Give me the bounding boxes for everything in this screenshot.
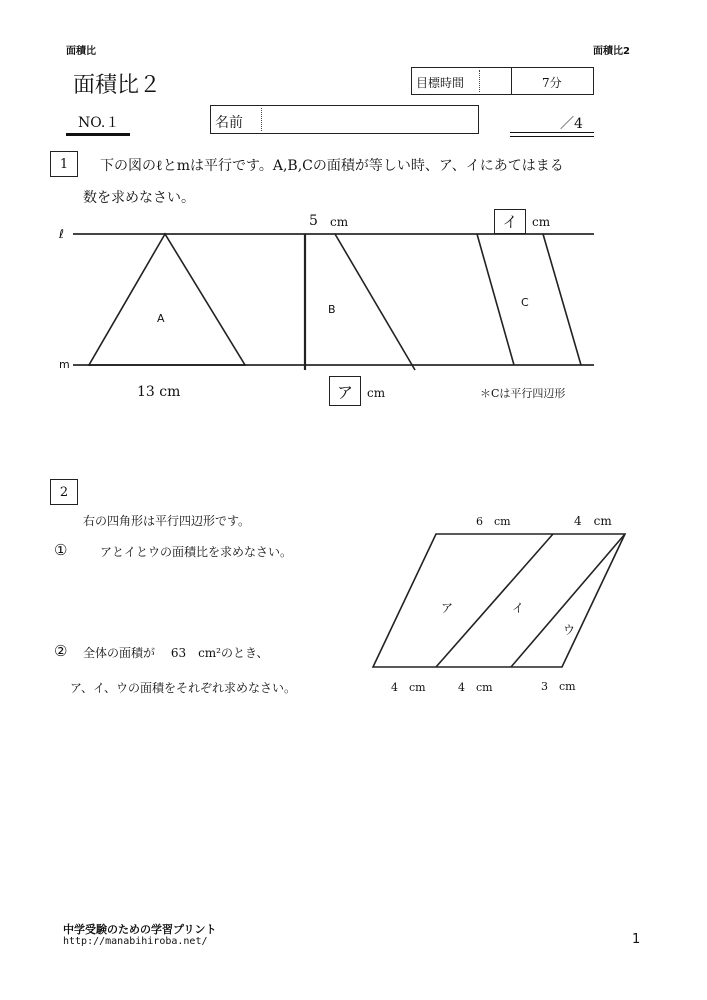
q2-region-i: イ: [512, 601, 525, 615]
a-unit: cm: [367, 386, 386, 400]
q2-bottom-3: 3 cm: [541, 680, 576, 693]
q1-text-line1: 下の図のℓとmは平行です。A,B,Cの面積が等しい時、ア、イにあてはまる: [100, 158, 564, 174]
q2-intro: 右の四角形は平行四辺形です。: [83, 514, 251, 528]
q2-top-4: 4 cm: [574, 514, 612, 528]
answer-box-a[interactable]: ア: [329, 376, 361, 406]
triangle-b-slant: [335, 234, 415, 370]
label-l: ℓ: [59, 227, 64, 241]
shape-b-label: B: [328, 303, 336, 316]
q2-region-u: ウ: [563, 623, 576, 637]
q2-top-6: 6 cm: [476, 515, 511, 528]
q2-number-box: 2: [50, 479, 78, 505]
i-unit: cm: [532, 215, 551, 229]
page-number: 1: [632, 932, 641, 947]
q2-sub2-mark: ②: [54, 642, 68, 660]
header-left: 面積比: [66, 46, 96, 57]
shape-c-label: C: [521, 296, 529, 309]
q2-sub2-text2: ア、イ、ウの面積をそれぞれ求めなさい。: [70, 681, 296, 695]
q1-note: ＊Cは平行四辺形: [480, 387, 566, 400]
q2-sub2-text: 全体の面積が 63 cm²のとき、: [83, 646, 269, 660]
q2-sub1-mark: ①: [54, 541, 68, 559]
header-right: 面積比2: [593, 46, 630, 57]
score-total: ／4: [560, 116, 583, 132]
q1-number-box: 1: [50, 151, 78, 177]
q1-text-line2: 数を求めなさい。: [83, 190, 195, 206]
q2-bottom-4b: 4 cm: [458, 681, 493, 694]
target-time-label: 目標時間: [416, 76, 465, 90]
triangle-a: [89, 234, 245, 365]
para-c-right: [543, 234, 581, 365]
base-a-length: 13 cm: [137, 384, 181, 400]
footer-title: 中学受験のための学習プリント: [63, 923, 217, 936]
target-time-value: 7分: [542, 76, 562, 90]
q2-parallelogram: [373, 534, 625, 667]
footer-url[interactable]: http://manabihiroba.net/: [63, 936, 208, 947]
q1-top-length: 5: [309, 213, 318, 229]
q2-region-a: ア: [441, 601, 454, 615]
label-m: m: [59, 358, 70, 371]
shape-a-label: A: [157, 312, 165, 325]
q2-bottom-4a: 4 cm: [391, 681, 426, 694]
para-c-left: [477, 234, 514, 365]
problem-number: NO.１: [78, 115, 120, 131]
name-label: 名前: [215, 115, 243, 131]
q2-divider-1: [436, 534, 553, 667]
page-title: 面積比２: [73, 73, 162, 98]
q2-sub1-text: アとイとウの面積比を求めなさい。: [100, 545, 293, 559]
q2-divider-2: [511, 534, 625, 667]
q1-top-unit: cm: [330, 215, 349, 229]
answer-box-i[interactable]: イ: [494, 209, 526, 234]
